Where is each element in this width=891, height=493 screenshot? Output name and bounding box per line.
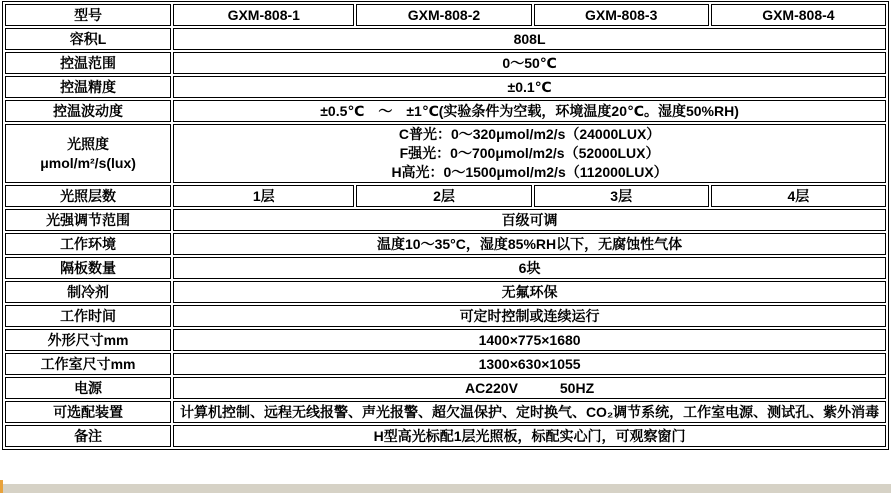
row-label-temp-range: 控温范围 — [5, 52, 171, 74]
table-row-optional — [5, 401, 886, 423]
row-label-optional: 可选配装置 — [5, 401, 171, 423]
row-label-shelves: 隔板数量 — [5, 257, 171, 279]
row-value-illuminance — [173, 124, 886, 183]
table-row-remark — [5, 425, 886, 447]
row-label-model: 型号 — [5, 4, 171, 26]
row-value-shelves: 6块 — [173, 257, 886, 279]
row-label-temp-fluctuation: 控温波动度 — [5, 100, 171, 122]
row-value-volume: 808L — [173, 28, 886, 50]
row-label-temp-accuracy: 控温精度 — [5, 76, 171, 98]
light-layers-cell-3: 3层 — [534, 185, 709, 207]
illuminance-line-c: C普光：0～320μmol/m2/s（24000LUX） — [398, 126, 661, 142]
light-layers-cell-4: 4层 — [711, 185, 886, 207]
model-cell-4: GXM-808-4 — [711, 4, 886, 26]
row-value-work-time: 可定时控制或连续运行 — [173, 305, 886, 327]
row-label-illuminance — [5, 124, 171, 183]
model-cell-3: GXM-808-3 — [534, 4, 709, 26]
row-label-chamber-size: 工作室尺寸mm — [5, 353, 171, 375]
row-value-work-env: 温度10～35°C，湿度85%RH以下，无腐蚀性气体 — [173, 233, 886, 255]
table-row-light-adjust — [5, 209, 886, 231]
row-value-power: AC220V 50HZ — [173, 377, 886, 399]
row-label-light-layers: 光照层数 — [5, 185, 171, 207]
table-row-temp-accuracy — [5, 76, 886, 98]
table-row-temp-range — [5, 52, 886, 74]
illuminance-label-line2: μmol/m²/s(lux) — [40, 154, 136, 171]
row-value-optional: 计算机控制、远程无线报警、声光报警、超欠温保护、定时换气、CO₂调节系统，工作室电源、测试孔、紫外消毒 — [173, 401, 886, 423]
table-row-light-layers — [5, 185, 886, 207]
row-value-refrigerant: 无氟环保 — [173, 281, 886, 303]
row-value-outer-size: 1400×775×1680 — [173, 329, 886, 351]
table-row-illuminance — [5, 124, 886, 183]
light-layers-cell-2: 2层 — [356, 185, 531, 207]
table-row-volume — [5, 28, 886, 50]
table-row-chamber-size — [5, 353, 886, 375]
row-label-volume: 容积L — [5, 28, 171, 50]
model-cell-1: GXM-808-1 — [173, 4, 354, 26]
product-spec-table — [2, 1, 889, 450]
light-layers-cell-1: 1层 — [173, 185, 354, 207]
model-cell-2: GXM-808-2 — [356, 4, 531, 26]
left-edge-cursor-marker — [0, 480, 3, 493]
row-label-refrigerant: 制冷剂 — [5, 281, 171, 303]
row-label-work-env: 工作环境 — [5, 233, 171, 255]
row-label-light-adjust: 光强调节范围 — [5, 209, 171, 231]
row-value-temp-range: 0～50℃ — [173, 52, 886, 74]
row-label-outer-size: 外形尺寸mm — [5, 329, 171, 351]
row-label-power: 电源 — [5, 377, 171, 399]
table-row-power — [5, 377, 886, 399]
row-value-remark: H型高光标配1层光照板，标配实心门，可观察窗门 — [173, 425, 886, 447]
table-row-work-time — [5, 305, 886, 327]
illuminance-line-h: H高光：0～1500μmol/m2/s（112000LUX） — [391, 164, 668, 180]
row-value-temp-fluctuation: ±0.5℃ ～ ±1℃(实验条件为空载，环境温度20℃。湿度50%RH) — [173, 100, 886, 122]
table-row-outer-size — [5, 329, 886, 351]
row-label-remark: 备注 — [5, 425, 171, 447]
table-row-work-env — [5, 233, 886, 255]
row-value-temp-accuracy: ±0.1℃ — [173, 76, 886, 98]
row-value-light-adjust: 百级可调 — [173, 209, 886, 231]
row-label-work-time: 工作时间 — [5, 305, 171, 327]
illuminance-line-f: F强光：0～700μmol/m2/s（52000LUX） — [399, 145, 660, 161]
table-row-refrigerant — [5, 281, 886, 303]
table-row-temp-fluctuation — [5, 100, 886, 122]
table-row-shelves — [5, 257, 886, 279]
illuminance-label-line1: 光照度 — [67, 135, 110, 152]
table-row-model — [5, 4, 886, 26]
row-value-chamber-size: 1300×630×1055 — [173, 353, 886, 375]
bottom-gray-strip — [0, 484, 891, 493]
